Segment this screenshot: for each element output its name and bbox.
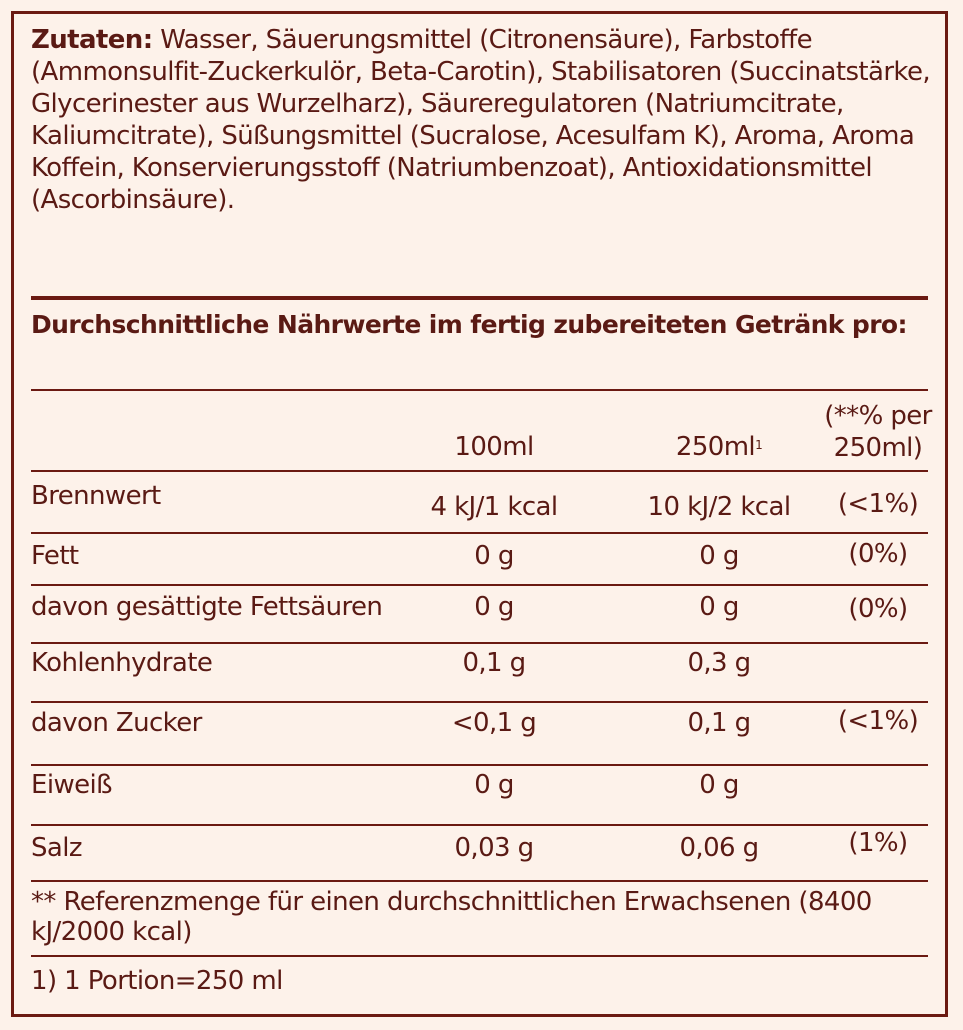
reference-footnote: ** Referenzmenge für einen durchschnittlichen Erwachsenen (8400 kJ/2000 kcal) — [31, 887, 872, 947]
row-name-saturated-fat: davon gesättigte Fettsäuren — [31, 592, 383, 622]
row-saturated-fat-percent: (0%) — [848, 594, 908, 624]
row-carbohydrates-250ml: 0,3 g — [687, 648, 751, 678]
row-divider — [31, 532, 928, 534]
row-name-energy: Brennwert — [31, 481, 161, 511]
footnote-divider — [31, 955, 928, 957]
row-fat-250ml: 0 g — [699, 541, 739, 571]
column-header-250ml — [629, 431, 809, 463]
row-protein-250ml: 0 g — [699, 770, 739, 800]
row-sugar-100ml: <0,1 g — [451, 708, 537, 738]
column-header-percent-line2: 250ml) — [833, 433, 923, 463]
row-sugar-250ml: 0,1 g — [687, 708, 751, 738]
row-name-salt: Salz — [31, 833, 82, 863]
row-saturated-fat-250ml: 0 g — [699, 592, 739, 622]
ingredients-text — [31, 24, 941, 216]
row-divider — [31, 701, 928, 703]
row-name-protein: Eiweiß — [31, 770, 112, 800]
column-header-100ml: 100ml — [454, 432, 534, 462]
nutrition-heading: Durchschnittliche Nährwerte im fertig zubereiteten Getränk pro: — [31, 310, 907, 339]
row-divider — [31, 824, 928, 826]
header-bottom-rule — [31, 470, 928, 472]
row-name-fat: Fett — [31, 541, 79, 571]
table-top-rule — [31, 389, 928, 391]
column-header-percent — [814, 400, 942, 464]
row-divider — [31, 642, 928, 644]
row-name-sugar: davon Zucker — [31, 708, 202, 738]
row-protein-100ml: 0 g — [474, 770, 514, 800]
portion-footnote: 1) 1 Portion=250 ml — [31, 966, 283, 996]
table-bottom-rule — [31, 880, 928, 882]
section-divider — [31, 296, 928, 300]
row-salt-percent: (1%) — [848, 828, 908, 858]
row-fat-percent: (0%) — [848, 539, 908, 569]
row-energy-250ml: 10 kJ/2 kcal — [647, 492, 791, 522]
row-sugar-percent: (<1%) — [837, 706, 919, 736]
row-carbohydrates-100ml: 0,1 g — [462, 648, 526, 678]
row-energy-100ml: 4 kJ/1 kcal — [430, 492, 558, 522]
row-salt-250ml: 0,06 g — [679, 833, 759, 863]
row-name-carbohydrates: Kohlenhydrate — [31, 648, 213, 678]
row-saturated-fat-100ml: 0 g — [474, 592, 514, 622]
ingredients-list: Wasser, Säuerungsmittel (Citronensäure), Farbstoffe (Ammonsulfit-Zuckerkulör, Beta-Carotin), Stabilisatoren (Succinatstärke, Glycerinester aus Wurzelharz), Säureregulatoren (Natriumcitrate, Kaliumcitrate), Süßungsmittel (Sucralose, Acesulfam K), Aroma, Aroma Koffein, Konservierungsstoff (Natriumbenzoat), Antioxidationsmittel (Ascorbinsäure). — [31, 25, 931, 215]
ingredients-label: Zutaten: — [31, 25, 153, 55]
nutrition-label — [11, 11, 948, 1017]
column-header-percent-line1: (**% per — [824, 401, 932, 431]
row-salt-100ml: 0,03 g — [454, 833, 534, 863]
footnote-marker: 1 — [755, 438, 763, 452]
row-divider — [31, 584, 928, 586]
column-header-250ml-text: 250ml — [675, 432, 756, 462]
row-fat-100ml: 0 g — [474, 541, 514, 571]
row-divider — [31, 764, 928, 766]
row-energy-percent: (<1%) — [837, 489, 919, 519]
